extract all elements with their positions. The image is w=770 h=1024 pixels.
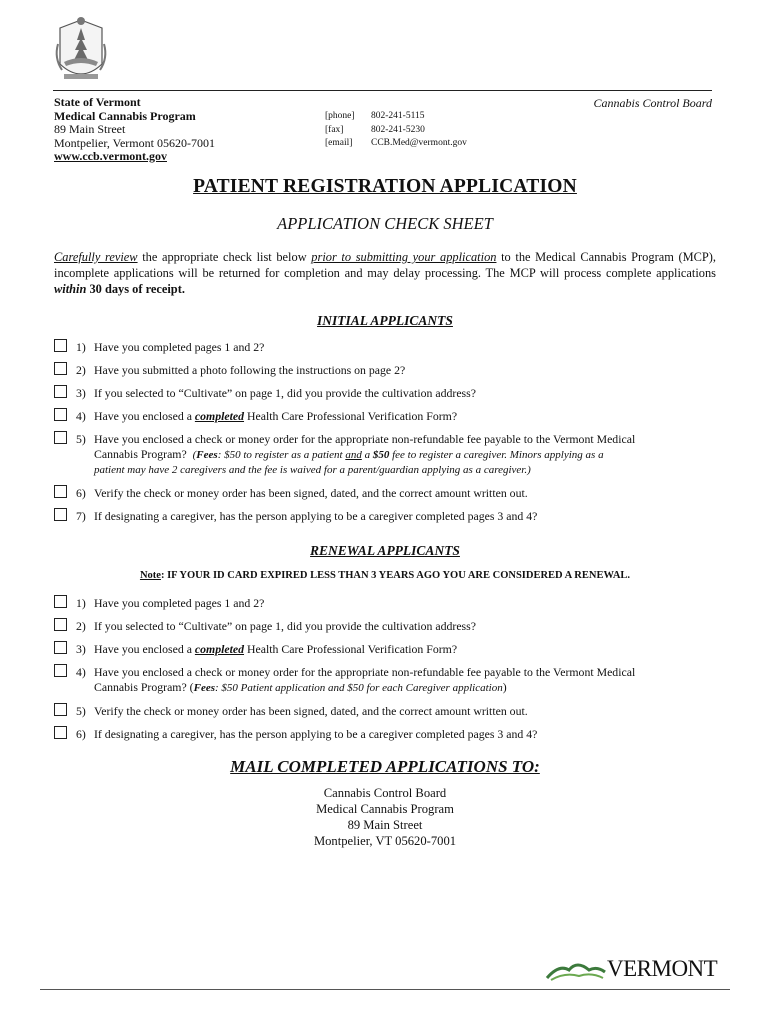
checklist-item: 1) Have you completed pages 1 and 2? [54,595,714,611]
page-title: PATIENT REGISTRATION APPLICATION [193,176,577,197]
checkbox[interactable] [54,641,67,654]
checkbox[interactable] [54,339,67,352]
checklist-item: 3) Have you enclosed a completed Health Care Professional Verification Form? [54,641,714,657]
city-address: Montpelier, Vermont 05620-7001 [54,135,215,150]
checklist-item: 4) Have you enclosed a check or money order for the appropriate non-refundable fee payable to the Vermont Medical Cannabis Program? (Fees: $50 Patient application and $50 for each Caregiver application) [54,664,714,696]
checklist-item: 2) If you selected to “Cultivate” on page 1, did you provide the cultivation address? [54,618,714,634]
checklist-item: 6) Verify the check or money order has been signed, dated, and the correct amount written out. [54,485,714,501]
checkbox[interactable] [54,726,67,739]
checklist-item: 4) Have you enclosed a completed Health Care Professional Verification Form? [54,408,714,424]
mailing-address: Cannabis Control Board Medical Cannabis Program 89 Main Street Montpelier, VT 05620-7001 [313,786,457,848]
checkbox[interactable] [54,431,67,444]
vermont-logo [545,956,717,982]
mail-heading: MAIL COMPLETED APPLICATIONS TO: [230,757,540,776]
contact-fax: [fax] 802-241-5230 [325,124,425,135]
checklist-item: 1) Have you completed pages 1 and 2? [54,339,714,355]
website-link[interactable]: www.ccb.vermont.gov [54,149,167,163]
vermont-state-seal-icon [52,14,110,86]
checkbox[interactable] [54,508,67,521]
checkbox[interactable] [54,485,67,498]
renewal-note: Note: IF YOUR ID CARD EXPIRED LESS THAN 3 YEARS AGO YOU ARE CONSIDERED A RENEWAL. [139,570,631,581]
checkbox[interactable] [54,408,67,421]
checkbox[interactable] [54,385,67,398]
renewal-applicants-heading: RENEWAL APPLICANTS [310,543,460,558]
checklist-item: 7) If designating a caregiver, has the person applying to be a caregiver completed pages 3 and 4? [54,508,714,524]
contact-block [325,110,467,151]
header-divider [53,90,712,91]
agency-name: State of Vermont [54,95,141,109]
street-address: 89 Main Street [54,122,126,136]
program-name: Medical Cannabis Program [54,108,196,123]
checkbox[interactable] [54,703,67,716]
agency-block [54,96,215,164]
contact-phone: [phone] 802-241-5115 [325,111,425,121]
footer-divider [40,989,730,990]
checkbox[interactable] [54,362,67,375]
checklist-item: 5) Have you enclosed a check or money order for the appropriate non-refundable fee payable to the Vermont Medical Cannabis Program? (Fees: $50 to register as a patient and a $50 fee to register a caregiver. Minors applying as a patient may have 2 caregivers and the fee is waived for a parent/guardian applying as a caregiver.) [54,431,714,478]
checkbox[interactable] [54,595,67,608]
checkbox[interactable] [54,618,67,631]
checklist-item: 3) If you selected to “Cultivate” on page 1, did you provide the cultivation address? [54,385,714,401]
checklist-item: 2) Have you submitted a photo following the instructions on page 2? [54,362,714,378]
contact-email: [email] CCB.Med@vermont.gov [325,138,467,148]
checklist-item: 5) Verify the check or money order has been signed, dated, and the correct amount written out. [54,703,714,719]
vermont-wordmark: VERMONT [607,956,718,981]
page-subtitle: APPLICATION CHECK SHEET [277,214,493,233]
initial-applicants-heading: INITIAL APPLICANTS [317,313,453,328]
intro-paragraph: Carefully review the appropriate check list below prior to submitting your application to the Medical Cannabis Program (MCP), incomplete applications will be returned for completion and may delay processing. The MCP will process complete applications within 30 days of receipt. [54,250,716,296]
mountain-logo-icon [545,956,607,982]
checklist-item: 6) If designating a caregiver, has the person applying to be a caregiver completed pages 3 and 4? [54,726,714,742]
checkbox[interactable] [54,664,67,677]
board-name: Cannabis Control Board [593,96,712,110]
